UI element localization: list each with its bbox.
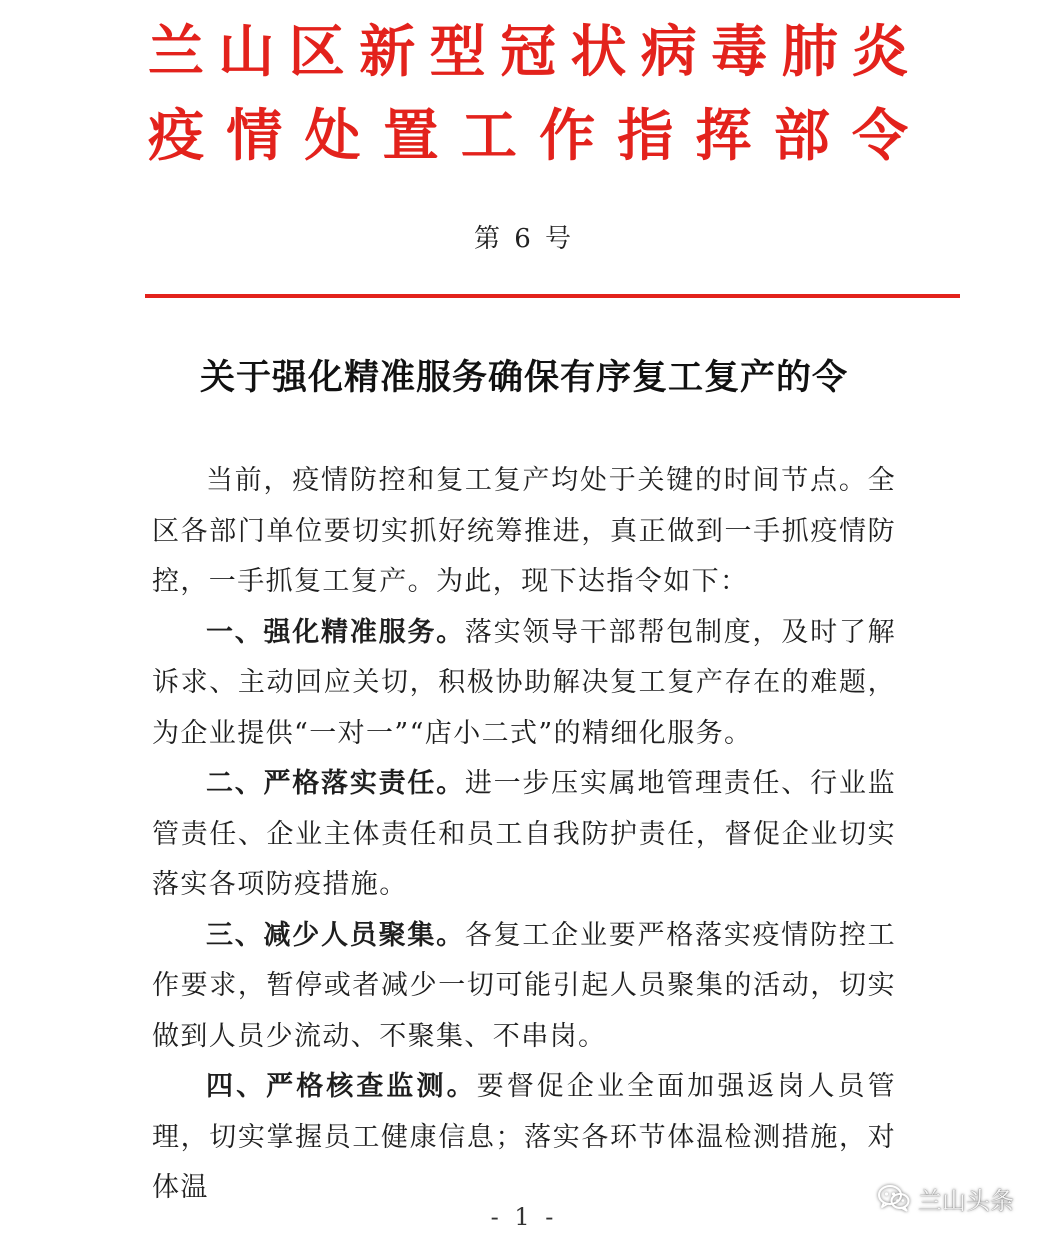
item-paragraph-4 [152, 1062, 896, 1214]
item-text: 要督促企业全面加强返岗人员管理，切实掌握员工健康信息；落实各环节体温检测措施，对体温 [152, 1071, 896, 1203]
document-number: 第 6 号 [473, 224, 575, 254]
document-body [152, 456, 896, 1214]
item-paragraph-2 [152, 759, 896, 911]
item-paragraph-1 [152, 608, 896, 760]
issuer-title-line-2: 疫情处置工作指挥部令 [148, 103, 908, 169]
item-text: 落实领导干部帮包制度，及时了解诉求、主动回应关切，积极协助解决复工复产存在的难题，为企业提供“一对一”“店小二式”的精细化服务。 [152, 616, 896, 749]
source-watermark [878, 1180, 1014, 1216]
intro-paragraph: 当前，疫情防控和复工复产均处于关键的时间节点。全区各部门单位要切实抓好统筹推进，真正做到一手抓疫情防控，一手抓复工复产。为此，现下达指令如下： [152, 465, 896, 597]
item-heading: 二、严格落实责任。 [206, 768, 465, 799]
item-heading: 一、强化精准服务。 [206, 616, 465, 648]
item-text: 各复工企业要严格落实疫情防控工作要求，暂停或者减少一切可能引起人员聚集的活动，切实做到人员少流动、不聚集、不串岗。 [152, 919, 896, 1052]
item-heading: 四、严格核查监测。 [206, 1071, 477, 1102]
red-divider-line [145, 294, 960, 298]
issuer-title-line-1: 兰山区新型冠状病毒肺炎 [148, 19, 908, 85]
item-paragraph-3 [152, 911, 896, 1063]
item-text: 进一步压实属地管理责任、行业监管责任、企业主体责任和员工自我防护责任，督促企业切实落实各项防疫措施。 [152, 768, 896, 900]
page-number: - 1 - [490, 1203, 558, 1231]
document-title: 关于强化精准服务确保有序复工复产的令 [199, 357, 848, 398]
watermark-text: 兰山头条 [918, 1186, 1014, 1215]
item-heading: 三、减少人员聚集。 [206, 919, 465, 951]
wechat-icon [878, 1184, 910, 1212]
